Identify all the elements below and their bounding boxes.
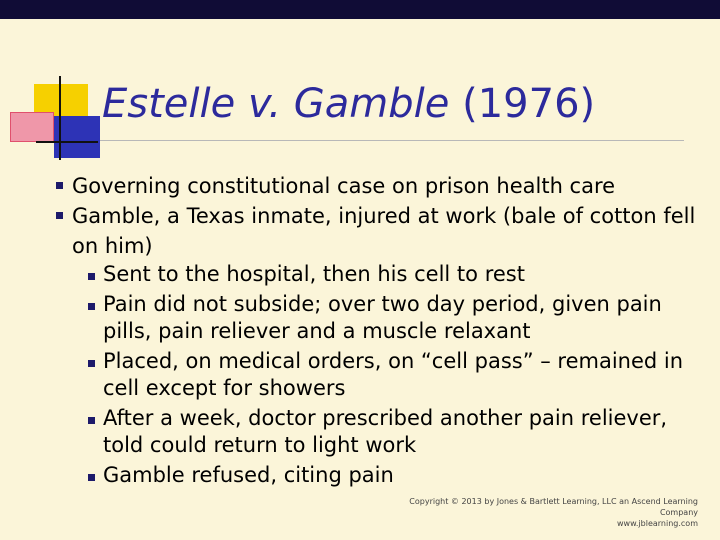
- sub-bullet-item: [103, 405, 702, 459]
- bullet-item: [72, 201, 702, 489]
- sub-bullet-list: [72, 261, 702, 489]
- bullet-text: Governing constitutional case on prison health care: [72, 174, 616, 198]
- sub-bullet-text: Placed, on medical orders, on “cell pass” – remained in cell except for showers: [103, 349, 684, 400]
- bullet-item: [72, 171, 702, 201]
- title-year: (1976): [462, 81, 596, 127]
- sub-bullet-text: Sent to the hospital, then his cell to rest: [103, 262, 525, 286]
- red-square: [10, 112, 54, 142]
- slide-title: [102, 80, 662, 128]
- bullet-list: [72, 171, 702, 489]
- title-divider: [100, 140, 684, 141]
- sub-bullet-text: After a week, doctor prescribed another pain reliever, told could return to light work: [103, 406, 668, 457]
- logo-horizontal-line: [36, 141, 98, 143]
- copyright-notice: [388, 496, 698, 529]
- copyright-line: Copyright © 2013 by Jones & Bartlett Learning, LLC an Ascend Learning Company: [409, 497, 698, 517]
- sub-bullet-item: [103, 462, 702, 489]
- decorative-squares-logo: [0, 0, 110, 170]
- sub-bullet-item: [103, 291, 702, 345]
- title-case-name: Estelle v. Gamble: [102, 81, 450, 127]
- sub-bullet-text: Pain did not subside; over two day period, given pain pills, pain reliever and a muscle relaxant: [103, 292, 662, 343]
- sub-bullet-item: [103, 261, 702, 288]
- bullet-text: Gamble, a Texas inmate, injured at work (bale of cotton fell on him): [72, 204, 696, 258]
- publisher-url: www.jblearning.com: [616, 519, 698, 528]
- logo-vertical-line: [59, 76, 61, 160]
- slide-content: [72, 171, 702, 492]
- sub-bullet-item: [103, 348, 702, 402]
- sub-bullet-text: Gamble refused, citing pain: [103, 463, 394, 487]
